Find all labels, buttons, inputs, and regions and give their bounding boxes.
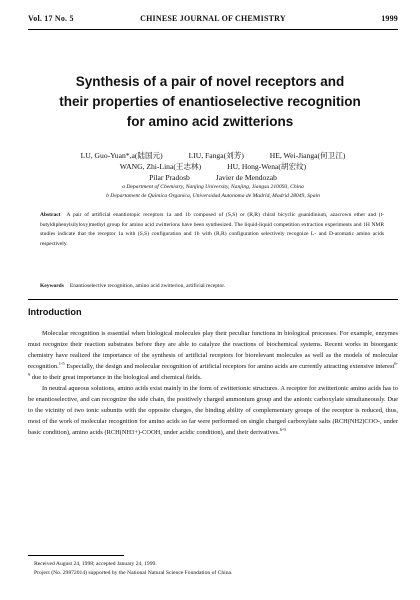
paper-title — [40, 72, 380, 132]
author: HU, Hong-Wena(胡宏纹) — [227, 162, 307, 171]
abstract-text: A pair of artificial enantiotopic receptors 1a and 1b composed of (S,S) or (R,R) chiral bicyclic guanidinium, azacrown ether and (t-butyldiphenylsilyloxy)methyl group for amino acid zwitterions have been synthesized. The liquid-liquid competition extraction experiments and 1H NMR studies indicate that the receptor 1a with (S,S) configuration and 1b with (R,R) configuration selectively recognize L- and D-aromatic amino acids respectively. — [40, 212, 384, 247]
affiliations — [30, 183, 396, 201]
running-header — [28, 14, 398, 28]
paragraph-text: Molecular recognition is essential when biological molecules play their peculiar functions in biological processes. For example, enzymes must recognize their reaction substrates before they are able to catalyze the reactions of biochemical systems. Recent works in bioorganic chemistry have realized the importance of the synthesis of artificial receptors for biorelevant molecules as well as the models of molecular recognition. — [28, 330, 398, 370]
keywords — [40, 282, 384, 291]
received-date: Received August 24, 1998; accepted January 24, 1999. — [34, 561, 157, 567]
abstract — [40, 211, 384, 249]
paragraph-text: Especially, the design and molecular recognition of artificial receptors for amino acids are currently attracting extensive interest — [64, 363, 395, 370]
affiliation: b Departament de Quimica Organica, Universidad Autonoma de Madrid, Madrid 28049, Spain — [106, 193, 320, 199]
volume-number: Vol. 17 No. 5 — [28, 14, 74, 23]
keywords-label: Keywords — [40, 283, 64, 289]
title-line: for amino acid zwitterions — [126, 114, 294, 129]
paragraph-text: In neutral aqueous solutions, amino acids exist mainly in the form of zwitterionic structures. A receptor for zwitterionic amino acids has to be enantioselective, and can recognize the side chain, the positively charged ammonium group and the anionic carboxylate simultaneously. Due to the vicinity of two ionic subunits with the opposite charges, the binding ability of complementary groups of the receptor is reduced, thus, most of the work of molecular recognition for amino acids so far were performed on single charged carboxylate salts (RCH(NH2)COO-, under basic condition), amino acids (RCH(NH3+)-COOH, under acidic condition), and their derivatives. — [28, 385, 398, 436]
author: Javier de Mendozab — [215, 173, 277, 182]
footnote-rule — [28, 555, 124, 556]
keywords-text: Enantioselective recognition, amino acid zwitterion, artificial receptor. — [69, 283, 226, 289]
header-rule — [28, 29, 398, 30]
citation: 6-9 — [28, 360, 398, 377]
section-heading: Introduction — [28, 307, 82, 317]
citation: 1-5 — [58, 360, 65, 366]
author: LU, Guo-Yuan*,a(陆国元) — [80, 151, 163, 160]
author: HE, Wei-Jianga(何卫江) — [269, 151, 346, 160]
paragraph — [28, 328, 398, 383]
abstract-label: Abstract — [40, 212, 61, 218]
title-line: their properties of enantioselective recognition — [59, 94, 361, 109]
paragraph — [28, 383, 398, 438]
title-line: Synthesis of a pair of novel receptors and — [75, 74, 345, 89]
author-list — [30, 150, 396, 183]
publication-year: 1999 — [381, 14, 398, 23]
paragraph-text: due to their great importance in the biological and chemical fields. — [30, 374, 202, 381]
author: WANG, Zhi-Lina(王志林) — [119, 162, 202, 171]
introduction-body — [28, 328, 398, 438]
author: LIU, Fanga(刘芳) — [188, 151, 244, 160]
footnotes — [34, 560, 398, 578]
affiliation: a Department of Chemistry, Nanjing University, Nanjing, Jiangsu 210093, China — [122, 184, 304, 190]
section-rule — [28, 299, 398, 300]
citation: 6-9 — [279, 426, 286, 432]
journal-name: CHINESE JOURNAL OF CHEMISTRY — [140, 14, 286, 23]
funding-note: Project (No. 29872014) supported by the National Natural Science Foundation of China. — [34, 570, 233, 576]
author: Pilar Pradosb — [149, 173, 190, 182]
